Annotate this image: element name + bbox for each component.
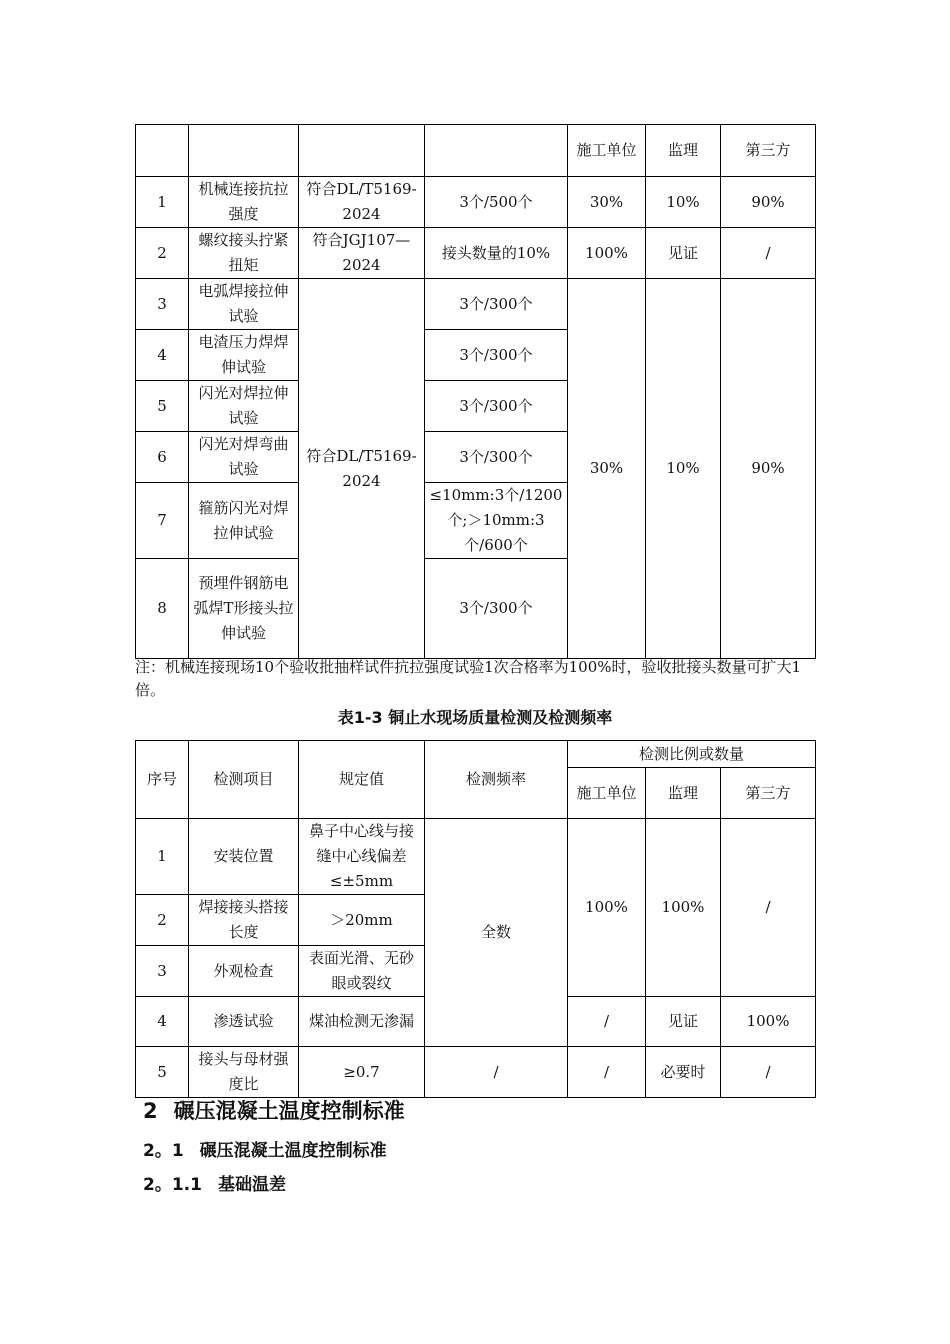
header-supervision: 监理 <box>646 768 721 819</box>
copper-waterstop-table <box>135 740 816 1098</box>
standard: 表面光滑、无砂眼或裂纹 <box>299 946 425 997</box>
header-frequency: 检测频率 <box>425 741 568 819</box>
standard: 煤油检测无渗漏 <box>299 997 425 1047</box>
test-item: 机械连接抗拉强度 <box>189 177 299 228</box>
table-row <box>136 1047 816 1098</box>
header-standard: 规定值 <box>299 741 425 819</box>
row-number: 4 <box>136 997 189 1047</box>
standard-merged: 符合DL/T5169-2024 <box>299 279 425 659</box>
third-party-ratio: 90% <box>721 177 816 228</box>
frequency: 3个/300个 <box>425 381 568 432</box>
frequency: 3个/500个 <box>425 177 568 228</box>
rebar-joint-table <box>135 124 816 659</box>
row-number: 3 <box>136 946 189 997</box>
row-number: 7 <box>136 483 189 559</box>
table-note: 注：机械连接现场10个验收批抽样试件抗拉强度试验1次合格率为100%时，验收批接头数量可扩大1倍。 <box>135 658 802 699</box>
test-item: 焊接接头搭接长度 <box>189 895 299 946</box>
test-item: 接头与母材强度比 <box>189 1047 299 1098</box>
standard: ＞20mm <box>299 895 425 946</box>
row-number: 2 <box>136 228 189 279</box>
row-number: 8 <box>136 559 189 659</box>
test-item: 电渣压力焊焊伸试验 <box>189 330 299 381</box>
supervision-ratio-merged: 100% <box>646 819 721 997</box>
header-test-item: 检测项目 <box>189 741 299 819</box>
row-number: 5 <box>136 381 189 432</box>
row-number: 1 <box>136 819 189 895</box>
header-supervision: 监理 <box>646 125 721 177</box>
frequency-merged: 全数 <box>425 819 568 1047</box>
frequency: 3个/300个 <box>425 330 568 381</box>
test-item: 外观检查 <box>189 946 299 997</box>
test-item: 箍筋闪光对焊拉伸试验 <box>189 483 299 559</box>
contractor-ratio: 100% <box>568 228 646 279</box>
frequency: / <box>425 1047 568 1098</box>
frequency: 3个/300个 <box>425 559 568 659</box>
contractor-ratio-merged: 30% <box>568 279 646 659</box>
header-cell <box>425 125 568 177</box>
third-party-ratio-merged: 90% <box>721 279 816 659</box>
table-row <box>136 279 816 330</box>
frequency: 接头数量的10% <box>425 228 568 279</box>
test-item: 闪光对焊弯曲试验 <box>189 432 299 483</box>
standard: 符合JGJ107—2024 <box>299 228 425 279</box>
supervision-ratio-merged: 10% <box>646 279 721 659</box>
supervision-ratio: 10% <box>646 177 721 228</box>
header-number: 序号 <box>136 741 189 819</box>
header-cell <box>136 125 189 177</box>
header-contractor: 施工单位 <box>568 125 646 177</box>
contractor-ratio: 30% <box>568 177 646 228</box>
subsubsection-number: 2。1.1 <box>143 1175 202 1195</box>
section-title: 碾压混凝土温度控制标准 <box>173 1099 405 1123</box>
row-number: 4 <box>136 330 189 381</box>
row-number: 5 <box>136 1047 189 1098</box>
header-cell <box>189 125 299 177</box>
table-row <box>136 228 816 279</box>
standard: ≥0.7 <box>299 1047 425 1098</box>
table-header-row <box>136 741 816 768</box>
supervision-ratio: 见证 <box>646 228 721 279</box>
subsubsection-title: 基础温差 <box>217 1175 286 1195</box>
test-item: 螺纹接头拧紧扭矩 <box>189 228 299 279</box>
contractor-ratio-merged: 100% <box>568 819 646 997</box>
third-party-ratio: / <box>721 1047 816 1098</box>
supervision-ratio: 必要时 <box>646 1047 721 1098</box>
table-row <box>136 819 816 895</box>
header-cell <box>299 125 425 177</box>
test-item: 渗透试验 <box>189 997 299 1047</box>
frequency: 3个/300个 <box>425 432 568 483</box>
row-number: 2 <box>136 895 189 946</box>
standard: 符合DL/T5169-2024 <box>299 177 425 228</box>
contractor-ratio: / <box>568 1047 646 1098</box>
test-item: 安装位置 <box>189 819 299 895</box>
header-contractor: 施工单位 <box>568 768 646 819</box>
subsection-heading <box>143 1136 387 1161</box>
table-caption: 表1-3 铜止水现场质量检测及检测频率 <box>337 708 613 727</box>
section-number: 2 <box>143 1099 158 1123</box>
section-heading <box>143 1095 405 1125</box>
subsection-number: 2。1 <box>143 1141 184 1161</box>
frequency: ≤10mm:3个/1200个;＞10mm:3个/600个 <box>425 483 568 559</box>
subsection-title: 碾压混凝土温度控制标准 <box>199 1141 387 1161</box>
header-ratio-group: 检测比例或数量 <box>568 741 816 768</box>
contractor-ratio: / <box>568 997 646 1047</box>
third-party-ratio-merged: / <box>721 819 816 997</box>
third-party-ratio: 100% <box>721 997 816 1047</box>
table-row <box>136 177 816 228</box>
test-item: 闪光对焊拉伸试验 <box>189 381 299 432</box>
standard: 鼻子中心线与接缝中心线偏差≤±5mm <box>299 819 425 895</box>
row-number: 1 <box>136 177 189 228</box>
subsubsection-heading <box>143 1170 286 1195</box>
third-party-ratio: / <box>721 228 816 279</box>
supervision-ratio: 见证 <box>646 997 721 1047</box>
row-number: 3 <box>136 279 189 330</box>
table-header-row <box>136 125 816 177</box>
frequency: 3个/300个 <box>425 279 568 330</box>
header-third-party: 第三方 <box>721 768 816 819</box>
test-item: 电弧焊接拉伸试验 <box>189 279 299 330</box>
row-number: 6 <box>136 432 189 483</box>
test-item: 预埋件钢筋电弧焊T形接头拉伸试验 <box>189 559 299 659</box>
header-third-party: 第三方 <box>721 125 816 177</box>
